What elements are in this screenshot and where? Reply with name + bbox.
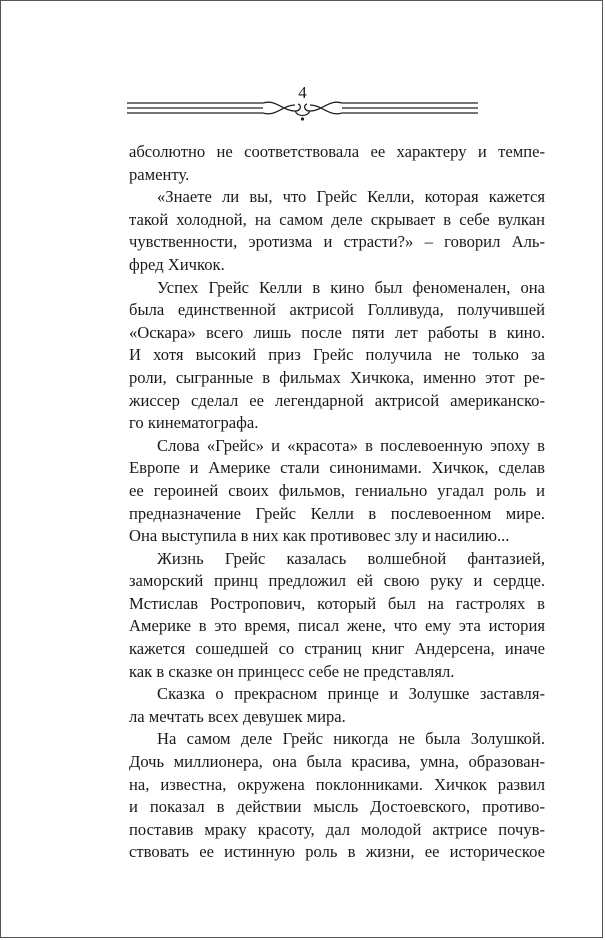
text-line: «Знаете ли вы, что Грейс Келли, которая кажется <box>157 187 545 207</box>
text-line: Дочь миллионера, она была красива, умна, образован- <box>129 752 545 772</box>
text-line: го кинематографа. <box>129 413 259 433</box>
text-line: Мстислав Ростропович, который был на гастролях в <box>129 593 545 613</box>
text-line: Жизнь Грейс казалась волшебной фантазией, <box>157 548 545 568</box>
text-line: такой холодной, на самом деле скрывает в себе вулкан <box>129 209 545 229</box>
text-line: роли, сыгранные в фильмах Хичкока, именно этот ре- <box>129 367 545 387</box>
body-text <box>129 141 545 864</box>
text-line: раменту. <box>129 164 190 184</box>
text-line: ла мечтать всех девушек мира. <box>129 706 346 726</box>
text-line: абсолютно не соответствовала ее характеру и темпе- <box>129 142 545 161</box>
text-line: предназначение Грейс Келли в послевоенном мире. <box>129 503 545 523</box>
text-line: Сказка о прекрасном принце и Золушке заставля- <box>157 684 545 704</box>
text-line: Успех Грейс Келли в кино был феноменален, она <box>157 277 545 297</box>
text-line: фред Хичкок. <box>129 254 225 274</box>
text-line: была единственной актрисой Голливуда, получившей <box>129 300 545 320</box>
text-line: и показал в действии мысль Достоевского, противо- <box>129 797 545 817</box>
text-line: заморский принц предложил ей свою руку и сердце. <box>129 571 545 591</box>
text-line: Слова «Грейс» и «красота» в послевоенную эпоху в <box>157 435 545 455</box>
text-line: ее героиней своих фильмов, гениально угадал роль и <box>129 480 545 500</box>
page-number: 4 <box>298 83 307 102</box>
text-line: на, известна, окружена поклонниками. Хичкок развил <box>129 774 545 794</box>
text-line: жиссер сделал ее легендарной актрисой американско- <box>129 390 545 410</box>
text-line: Европе и Америке стали синонимами. Хичкок, сделав <box>129 458 545 478</box>
text-line: чувственности, эротизма и страсти?» – говорил Аль- <box>129 232 545 252</box>
text-line: как в сказке он принцесс себе не представлял. <box>129 661 455 681</box>
text-line: поставив мраку красоту, дал молодой актрисе почув- <box>129 819 545 839</box>
text-line: Она выступила в них как противовес злу и насилию... <box>129 526 510 546</box>
text-line: «Оскара» всего лишь после пяти лет работы в кино. <box>129 322 545 342</box>
page-header <box>1 71 604 131</box>
text-line: Америке в это время, писал жене, что ему эта история <box>129 616 545 636</box>
text-line: кажется сошедшей со страниц книг Андерсена, иначе <box>129 639 545 659</box>
text-line: И хотя высокий приз Грейс получила не только за <box>129 345 545 365</box>
text-line: ствовать ее истинную роль в жизни, ее историческое <box>129 842 545 862</box>
text-line: На самом деле Грейс никогда не была Золушкой. <box>157 729 545 749</box>
